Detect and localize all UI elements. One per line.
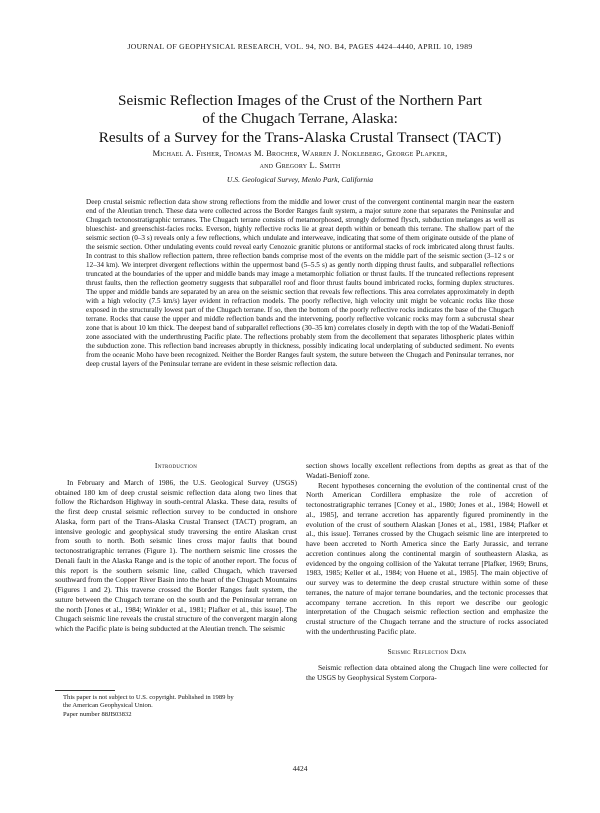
- title-line: Results of a Survey for the Trans-Alaska Crustal Transect (TACT): [98, 128, 502, 146]
- copyright-footnote: [55, 694, 295, 719]
- footnote-line: This paper is not subject to U.S. copyright. Published in 1989 by: [63, 694, 234, 701]
- introduction-paragraph: In February and March of 1986, the U.S. Geological Survey (USGS) obtained 180 km of deep crustal seismic reflection data along two lines that follow the Richardson Highway in south-central Alaska. These data, results of the first deep crustal seismic reflection survey to be conducted in onshore Alaska, form part of the Trans-Alaska Crustal Transect (TACT) program, an intensive geologic and geophysical study traversing the entire Alaskan crust from south to north. Both seismic lines cross major faults that bound tectonostratigraphic terranes (Figure 1). The northern seismic line crosses the Denali fault in the Alaska Range and is the topic of another report. The focus of this report is the southern seismic line, called Chugach, which traversed southward from the Copper River Basin into the heart of the Chugach Mountains (Figures 1 and 2). This traverse crossed the Border Ranges fault system, the suture between the Chugach terrane on the south and the Peninsular terrane on the north [Jones et al., 1984; Winkler et al., 1981; Plafker et al., this issue]. The Chugach seismic line reveals the crustal structure of the convergent margin along which the Pacific plate is being subducted at the Aleutian trench. The seismic: [55, 477, 297, 633]
- author-line: Michael A. Fisher, Thomas M. Brocher, Warren J. Nokleberg, George Plafker,: [152, 149, 448, 158]
- title-line: of the Chugach Terrane, Alaska:: [202, 110, 398, 128]
- terrane-paragraph: Recent hypotheses concerning the evolution of the continental crust of the North American Cordillera emphasize the role of accretion of tectonostratigraphic terranes [Coney et al., 1980; Jones et al., 1984; Howell et al., 1985], and terrane accretion has apparently figured prominently in the evolution of the crust of southern Alaskan [Jones et al., 1981, 1984; Plafker et al., this issue]. Terranes crossed by the Chugach seismic line are interpreted to have been accreted to North America since the Early Jurassic, and terrane accretion continues along the continental margin of southeastern Alaska, as evidenced by the ongoing collision of the Yakutat terrane [Plafker, 1969; Bruns, 1983, 1985; Keller et al., 1984; von Huene et al., 1985]. The main objective of our survey was to determine the deep crustal structure within some of these terranes, the nature of major terrane boundaries, and the tectonic processes that accompany terrane accretion. In this report we describe our geologic interpretation of the Chugach seismic reflection section and emphasize the crustal structure of the Chugach terrane and the structure of rocks associated with the underthrusting Pacific plate.: [306, 480, 548, 636]
- running-header: JOURNAL OF GEOPHYSICAL RESEARCH, VOL. 94, NO. B4, PAGES 4424–4440, APRIL 10, 1989: [127, 42, 473, 51]
- author-list: [40, 148, 560, 171]
- introduction-paragraph-continued: section shows locally excellent reflections from depths as great as that of the Wadati-Benioff zone.: [306, 461, 548, 480]
- page-number: 4424: [292, 764, 308, 773]
- footnote-line: the American Geophysical Union.: [63, 702, 153, 710]
- title-line: Seismic Reflection Images of the Crust of the Northern Part: [118, 92, 482, 109]
- footnote-divider: [55, 690, 115, 691]
- seismic-data-paragraph: Seismic reflection data obtained along the Chugach line were collected for the USGS by Geophysical System Corpora-: [306, 663, 548, 682]
- affiliation: U.S. Geological Survey, Menlo Park, California: [226, 175, 374, 184]
- footnote-line: Paper number 88JB03832: [63, 710, 132, 718]
- right-column: [306, 461, 548, 683]
- left-column: [55, 461, 297, 634]
- introduction-heading: Introduction: [154, 461, 198, 470]
- seismic-data-heading: Seismic Reflection Data: [387, 646, 467, 656]
- abstract: Deep crustal seismic reflection data show strong reflections from the middle and lower crust of the convergent continental margin near the eastern end of the Aleutian trench. These data were collected across the Border Ranges fault system, a major suture zone that separates the Peninsular and Chugach tectonostratigraphic terranes. The Chugach terrane consists of metamorphosed, strongly deformed flysch, subduction melanges as well as blueschist- and greenschist-facies rocks. Everson, highly reflective rocks lie at great depth within or beneath this terrane. The shallow part of the seismic section (0–3 s) reveals only a few reflections, which undulate and interweave, indicating that some of them originate outside of the plane of the seismic section. Other undulating events could reveal early Cenozoic granitic plutons or antiformal stacks of rock imbricated along thrust faults. In contrast to this shallow reflection pattern, three reflection bands comprise most of the events on the middle part of the seismic section (3–12 s or 12–34 km). We interpret divergent reflections within the uppermost band (5–5.5 s) as gently north dipping thrust faults, and subparallel reflections truncated at the boundaries of the upper and middle bands may image a metamorphic foliation or thrust faults. If the truncated reflections represent thrust faults, then the reflection geometry suggests that subparallel roof and floor thrust faults bound imbricated rocks, forming duplex structures. The upper and middle bands are separated by an area on the seismic section that reveals few reflections. This area correlates approximately in depth with a high velocity (7.5 km/s) layer evident in refraction models. The poorly reflective, high velocity unit might be volcanic rocks like those exposed in the structurally lowest part of the Chugach terrane. If so, then the bottom of the poorly reflective rocks indicates the base of the Chugach terrane. Rocks that cause the upper and middle reflection bands and the intervening, poorly reflective volcanic rocks may form a subcrustal shear zone that is about 10 km thick. The deepest band of subparallel reflections (30–35 km) correlates closely in depth with the top of the Wadati-Benioff zone associated with the underthrusting Pacific plate. The reflections probably stem from the decollement that separates lithospheric plates within the subduction zone. This reflection band increases abruptly in thickness, possibly indicating local underplating of subducted sediment. No events from the oceanic Moho have been recognized. Neither the Border Ranges fault system, the suture between the Chugach and Peninsular terranes, nor deep crustal layers of the Peninsular terrane are evident in these seismic reflection data.: [86, 198, 514, 368]
- author-line: and Gregory L. Smith: [259, 160, 341, 170]
- article-title: [40, 92, 560, 147]
